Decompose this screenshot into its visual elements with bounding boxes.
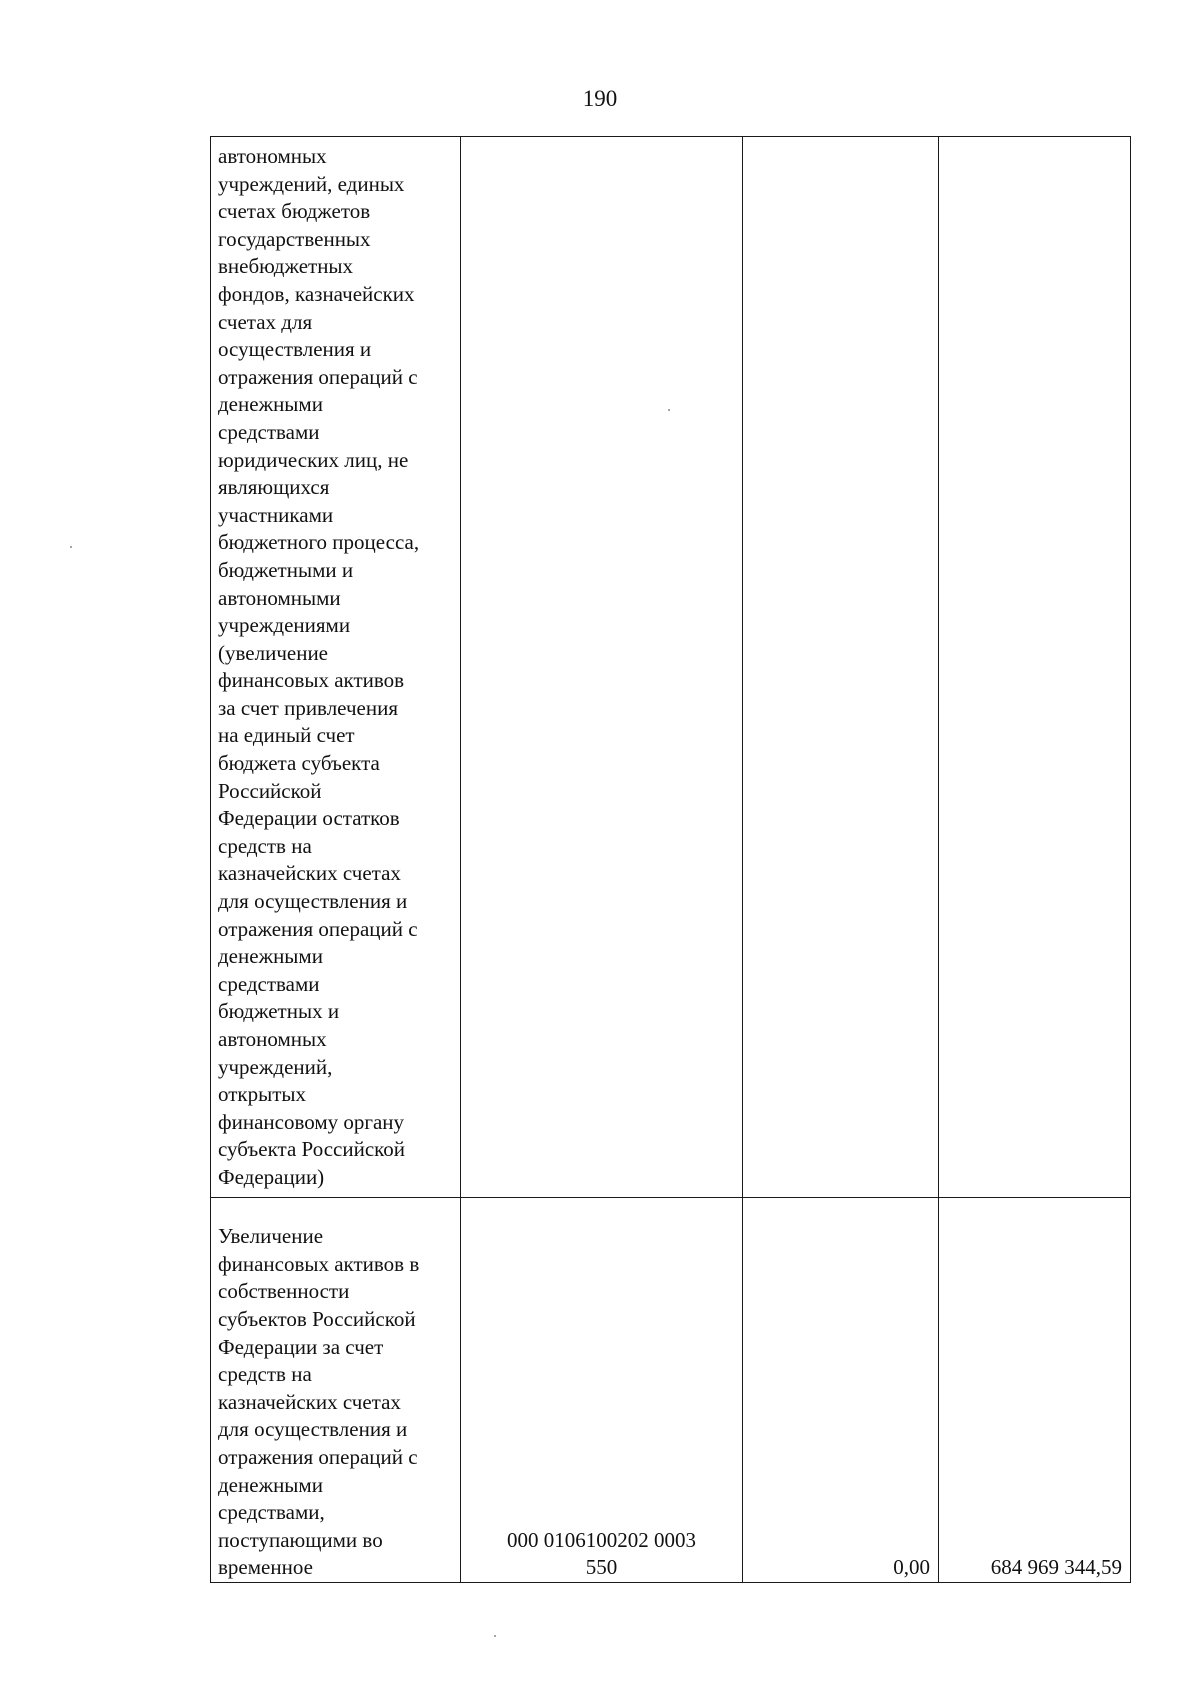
table-row: [211, 137, 1131, 1198]
value-cell: 684 969 344,59: [939, 1198, 1131, 1583]
table-row: [211, 1198, 1131, 1583]
page-number: 190: [582, 86, 618, 111]
description-cell: автономных учреждений, единых счетах бюджетов государственных внебюджетных фондов, казначейских счетах для осуществления и отражения операций с денежными средствами юридических лиц, не являющихся участниками бюджетного процесса, бюджетными и автономными учреждениями (увеличение финансовых активов за счет привлечения на единый счет бюджета субъекта Российской Федерации остатков средств на казначейских счетах для осуществления и отражения операций с денежными средствами бюджетных и автономных учреждений, открытых финансовому органу субъекта Российской Федерации): [211, 137, 461, 1198]
scan-speck: [494, 1635, 496, 1637]
scan-speck: [70, 546, 72, 548]
description-cell: Увеличение финансовых активов в собственности субъектов Российской Федерации за счет средств на казначейских счетах для осуществления и отражения операций с денежными средствами, поступающими во временное: [211, 1198, 461, 1583]
value-cell: [743, 137, 939, 1198]
code-cell: [461, 137, 743, 1198]
code-cell: 000 0106100202 0003 550: [461, 1198, 743, 1583]
value-cell: [939, 137, 1131, 1198]
budget-table: [210, 136, 1131, 1583]
scan-speck: [668, 409, 670, 411]
value-cell: 0,00: [743, 1198, 939, 1583]
